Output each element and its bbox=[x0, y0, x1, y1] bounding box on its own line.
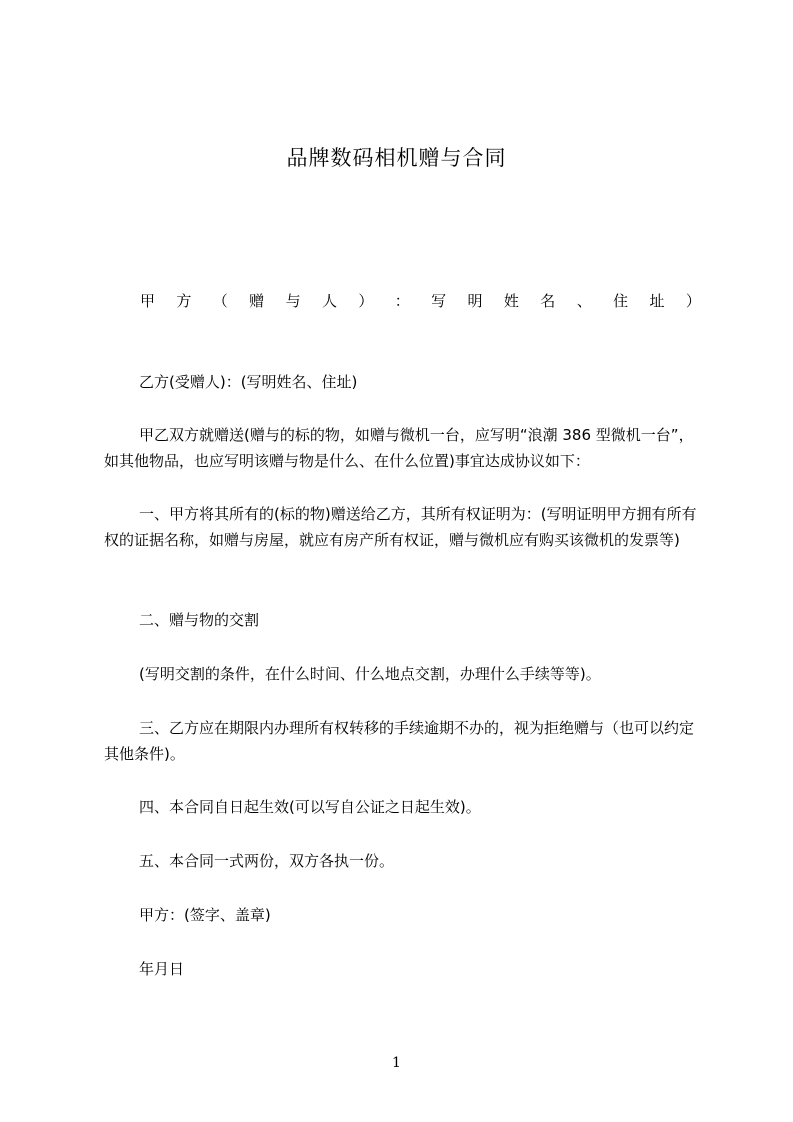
clause-3-paragraph: 三、乙方应在期限内办理所有权转移的手续逾期不办的，视为拒绝赠与（也可以约定其他条件)。 bbox=[104, 719, 695, 763]
party-a-char: 址 bbox=[649, 292, 665, 310]
document-title: 品牌数码相机赠与合同 bbox=[286, 146, 507, 170]
clause-1-paragraph: 一、甲方将其所有的(标的物)赠送给乙方，其所有权证明为：(写明证明甲方拥有所有权的证据名称，如赠与房屋，就应有房产所有权证，赠与微机应有购买该微机的发票等) bbox=[104, 505, 697, 549]
party-a-char: 方 bbox=[176, 292, 192, 310]
party-a-char: 、 bbox=[576, 292, 592, 310]
party-a-char: 明 bbox=[467, 292, 483, 310]
party-a-char: 赠 bbox=[249, 292, 265, 310]
clause-2-heading: 二、赠与物的交割 bbox=[139, 611, 260, 629]
signature-line: 甲方：(签字、盖章) bbox=[139, 906, 271, 924]
party-a-char: 写 bbox=[431, 292, 447, 310]
party-a-char: 甲 bbox=[140, 292, 156, 310]
party-a-char: （ bbox=[212, 292, 228, 310]
party-a-char: ） bbox=[358, 292, 374, 310]
party-a-char: 人 bbox=[321, 292, 337, 310]
party-a-char: ： bbox=[394, 292, 410, 310]
party-a-char: 与 bbox=[285, 292, 301, 310]
clause-5-paragraph: 五、本合同一式两份，双方各执一份。 bbox=[139, 852, 395, 870]
clause-2-body: (写明交割的条件，在什么时间、什么地点交割，办理什么手续等等)。 bbox=[139, 665, 601, 683]
party-a-char: ） bbox=[685, 292, 701, 310]
party-a-char: 住 bbox=[613, 292, 629, 310]
party-a-char: 姓 bbox=[503, 292, 519, 310]
intro-paragraph: 甲乙双方就赠送(赠与的标的物，如赠与微机一台，应写明“浪潮 386 型微机一台”，如其他物品，也应写明该赠与物是什么、在什么位置)事宜达成协议如下： bbox=[104, 426, 694, 470]
clause-4-paragraph: 四、本合同自日起生效(可以写自公证之日起生效)。 bbox=[139, 798, 481, 816]
party-b-line: 乙方(受赠人)：(写明姓名、住址) bbox=[139, 373, 358, 391]
date-line: 年月日 bbox=[139, 960, 185, 978]
party-a-char: 名 bbox=[540, 292, 556, 310]
party-a-line bbox=[140, 288, 701, 314]
page-number: 1 bbox=[392, 1055, 401, 1071]
